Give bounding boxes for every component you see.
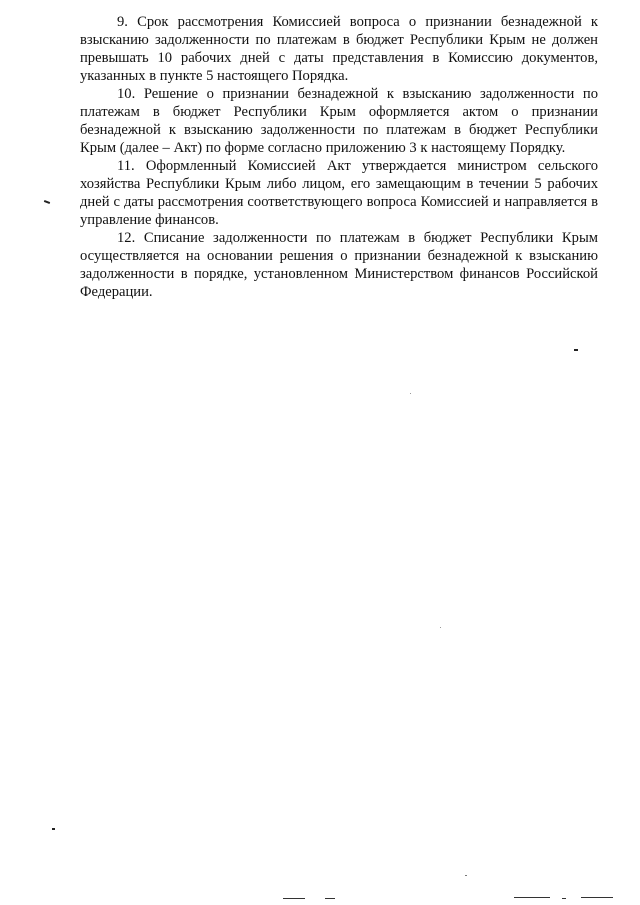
scan-edge-mark — [562, 898, 566, 899]
scan-artifact — [574, 349, 578, 351]
scan-artifact — [440, 627, 441, 628]
document-body — [80, 13, 598, 301]
scan-edge-mark — [581, 897, 613, 898]
scan-edge-mark — [325, 898, 335, 899]
scan-artifact — [465, 875, 467, 876]
paragraph-10: 10. Решение о признании безнадежной к взысканию задолженности по платежам в бюджет Республики Крым оформляется актом о признании безнадежной к взысканию задолженности по платежам в бюджет Республики Крым (далее – Акт) по форме согласно приложению 3 к настоящему Порядку. — [80, 86, 598, 156]
paragraph-12: 12. Списание задолженности по платежам в бюджет Республики Крым осуществляется на основании решения о признании безнадежной к взысканию задолженности в порядке, установленном Министерством финансов Российской Федерации. — [80, 230, 598, 300]
scan-artifact — [52, 828, 55, 830]
scan-artifact — [44, 200, 50, 204]
scan-artifact — [410, 393, 411, 394]
paragraph-9: 9. Срок рассмотрения Комиссией вопроса о признании безнадежной к взысканию задолженности по платежам в бюджет Республики Крым не должен превышать 10 рабочих дней с даты представления в Комиссию документов, указанных в пункте 5 настоящего Порядка. — [80, 14, 598, 84]
scan-edge-mark — [283, 898, 305, 899]
scan-edge-mark — [514, 897, 550, 898]
paragraph-11: 11. Оформленный Комиссией Акт утверждается министром сельского хозяйства Республики Крым либо лицом, его замещающим в течении 5 рабочих дней с даты рассмотрения соответствующего вопроса Комиссией и направляется в управление финансов. — [80, 158, 598, 228]
